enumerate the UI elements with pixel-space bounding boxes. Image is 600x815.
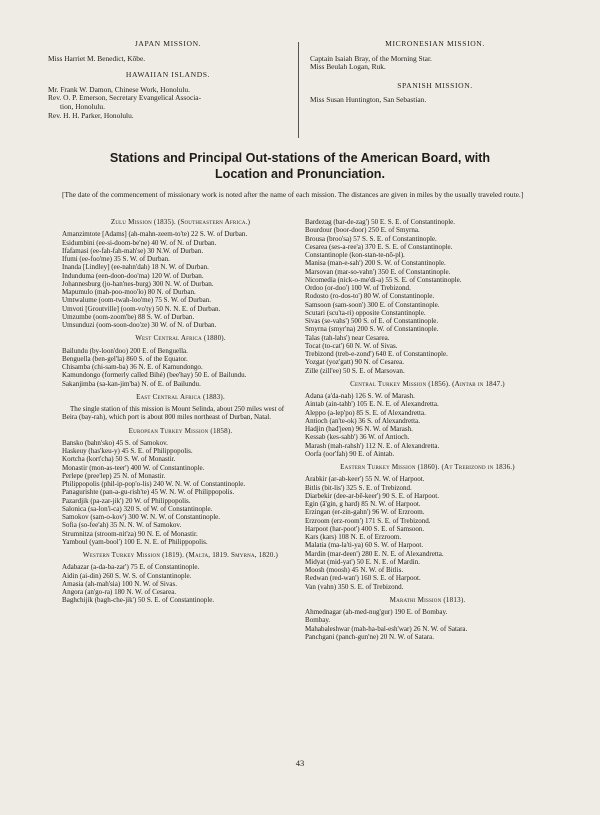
station-entry: Cesarea (ses-a-ree'a) 370 E. S. E. of Constantinople. bbox=[305, 242, 453, 251]
stations-left-column bbox=[62, 218, 299, 605]
station-entry: Rodosto (ro-dos-to') 80 W. of Constantinople. bbox=[305, 292, 435, 301]
station-entry: Sakanjimba (sa-kan-jim'ba) N. of E. of Bailundu. bbox=[62, 379, 201, 388]
title-line-1: Stations and Principal Out-stations of the American Board, with bbox=[109, 151, 491, 165]
station-entry: Marsovan (mar-so-vahn') 350 E. of Constantinople. bbox=[305, 267, 451, 276]
station-entry: Sofia (so-fee'ah) 35 N. N. W. of Samokov. bbox=[62, 521, 182, 530]
station-entry: Bailundu (by-loon'doo) 200 E. of Benguella. bbox=[62, 346, 188, 355]
page-title bbox=[40, 150, 560, 182]
appointee-line: tion, Honolulu. bbox=[60, 101, 105, 111]
mission-section-heading: East Central Africa (1883). bbox=[136, 392, 225, 401]
station-entry: Redwan (red-wan') 160 S. E. of Harpoot. bbox=[305, 574, 421, 583]
station-entry: Benguella (ben-gel'la) 860 S. of the Equator. bbox=[62, 354, 188, 363]
stations-right-column bbox=[305, 218, 550, 641]
station-entry: Scutari (scu'ta-ri) opposite Constantinople. bbox=[305, 308, 426, 317]
station-entry: Kortcha (kort'cha) 50 S. W. of Monastir. bbox=[62, 455, 176, 464]
station-entry: Amasia (ah-mah'sia) 100 N. W. of Sivas. bbox=[62, 579, 177, 588]
mission-section-heading: Marathi Mission (1813). bbox=[389, 595, 466, 604]
station-entry: Brousa (broo'sa) 57 S. S. E. of Constantinople. bbox=[305, 234, 437, 243]
station-entry: Tocat (to-cat') 60 N. W. of Sivas. bbox=[305, 341, 398, 350]
station-entry: Adabazar (a-da-ba-zar') 75 E. of Constantinople. bbox=[62, 563, 200, 572]
station-entry: Ordoo (or-doo') 100 W. of Trebizond. bbox=[305, 284, 411, 292]
station-entry: Umtwalume (oom-twah-loo'me) 75 S. W. of Durban. bbox=[62, 296, 212, 305]
station-entry: Bansko (bahn'sko) 45 S. of Samokov. bbox=[62, 438, 168, 447]
station-entry: Bombay. bbox=[305, 616, 331, 625]
column-divider bbox=[298, 42, 299, 138]
station-entry: Kessab (kes-sahb') 36 W. of Antioch. bbox=[305, 433, 410, 442]
station-entry: Umvoti [Groutville] (oom-vo'ty) 50 N. N. E. of Durban. bbox=[62, 304, 221, 313]
station-entry: Manisa (man-e-sah') 200 S. W. of Constantinople. bbox=[305, 259, 446, 268]
station-entry: Mardin (mar-deen') 280 E. N. E. of Alexandretta. bbox=[305, 549, 444, 558]
station-entry: Bitlis (bit-lis') 325 S. E. of Trebizond. bbox=[305, 483, 412, 492]
station-entry: Chisamba (chi-sam-ba) 36 N. E. of Kamundongo. bbox=[62, 363, 203, 371]
station-entry: Johannesburg (jo-han'nes-burg) 300 N. W. of Durban. bbox=[62, 279, 214, 288]
station-entry: Malatia (ma-la'ti-ya) 60 S. W. of Harpoot. bbox=[305, 541, 424, 550]
station-entry: Amanzimtote [Adams] (ah-mahn-zeem-to'te) 22 S. W. of Durban. bbox=[62, 230, 248, 239]
station-entry: Talas (tah-lahs') near Cesarea. bbox=[305, 333, 390, 342]
station-entry: Samokov (sam-o-kov') 300 W. N. W. of Constantinople. bbox=[62, 513, 221, 521]
station-entry: Umzumbe (oom-zoom'be) 88 S. W. of Durban. bbox=[62, 312, 195, 321]
station-entry: Marash (mah-rahsh') 112 N. E. of Alexandretta. bbox=[305, 441, 440, 450]
station-entry: Oorfa (oor'fah) 90 E. of Aintab. bbox=[305, 449, 395, 458]
station-entry: Haskeuy (has'keu-y) 45 S. E. of Philippopolis. bbox=[62, 447, 193, 455]
mission-section-heading: Zulu Mission (1835). (Southeastern Africa.) bbox=[110, 218, 251, 226]
mission-heading: MICRONESIAN MISSION. bbox=[385, 39, 485, 48]
appointee-line: Rev. H. H. Parker, Honolulu. bbox=[48, 110, 134, 120]
station-entry: Monastir (mon-as-teer') 400 W. of Constantinople. bbox=[62, 463, 205, 472]
station-entry: Ahmednagar (ah-med-nug'gur) 190 E. of Bombay. bbox=[305, 608, 448, 616]
station-entry: Kars (kars) 108 N. E. of Erzroom. bbox=[305, 533, 402, 541]
station-entry: Moosh (moosh) 45 N. W. of Bitlis. bbox=[305, 566, 404, 574]
station-entry: Angora (an'go-ra) 180 N. W. of Cesarea. bbox=[62, 588, 177, 596]
station-entry: Perlepe (pree'lep) 25 N. of Monastir. bbox=[62, 471, 166, 480]
station-entry: Ifafamasi (ee-fah-fah-mah'se) 30 N.W. of Durban. bbox=[62, 246, 204, 255]
station-entry: Yamboul (yam-bool') 100 E. N. E. of Philippopolis. bbox=[62, 537, 208, 546]
station-entry: Bourdour (boor-door) 250 E. of Smyrna. bbox=[305, 226, 420, 235]
station-entry: Panchgani (panch-gun'ne) 20 N. W. of Satara. bbox=[305, 632, 435, 641]
mission-heading: SPANISH MISSION. bbox=[397, 80, 473, 90]
page-number: 43 bbox=[295, 758, 305, 768]
station-entry: Yozgat (yoz'gatt) 90 N. of Cesarea. bbox=[305, 358, 404, 367]
station-entry: Harpoot (har-poot') 400 S. E. of Samsoon. bbox=[305, 524, 425, 533]
station-entry: Trebizond (treb-e-zond') 640 E. of Constantinople. bbox=[305, 350, 448, 358]
station-entry: Erzingan (er-zin-gahn') 96 W. of Erzroom. bbox=[305, 508, 425, 517]
station-entry: Mapumulo (mah-poo-moo'lo) 80 N. of Durban. bbox=[62, 288, 196, 296]
station-entry: Salonica (sa-lon'i-ca) 320 S. of W. of Constantinople. bbox=[62, 504, 213, 513]
station-entry: Zille (zill'ee) 50 S. E. of Marsovan. bbox=[305, 366, 405, 375]
station-entry: Nicomedia (nick-o-me'di-a) 55 S. E. of Constantinople. bbox=[305, 275, 462, 284]
station-entry: Aleppo (a-lep'po) 85 S. E. of Alexandretta. bbox=[305, 408, 426, 417]
appointee-line: Miss Harriet M. Benedict, Kōbe. bbox=[48, 53, 146, 63]
station-entry: Bardezag (bar-de-zag') 50 E. S. E. of Constantinople. bbox=[305, 218, 456, 226]
station-entry: Indunduma (een-doon-doo'ma) 120 W. of Durban. bbox=[62, 271, 204, 280]
intro-note: [The date of the commencement of missionary work is noted after the name of each mission. The distances are given in miles by the usually traveled route.] bbox=[62, 190, 524, 199]
mission-section-heading: Eastern Turkey Mission (1860). (At Trebizond in 1836.) bbox=[340, 463, 515, 471]
station-entry: Umsunduzi (oom-soon-doo'ze) 30 W. of N. of Durban. bbox=[62, 321, 217, 329]
appointee-line: Captain Isaiah Bray, of the Morning Star. bbox=[310, 53, 432, 63]
mission-paragraph: The single station of this mission is Mount Selinda, about 250 miles west of Beira (bay-rah), which port is about 800 miles northeast of Durban, Natal. bbox=[62, 405, 285, 422]
station-entry: Arabkir (ar-ab-keer') 55 N. W. of Harpoot. bbox=[305, 475, 425, 484]
mission-heading: HAWAIIAN ISLANDS. bbox=[125, 70, 211, 80]
appointee-line: Rev. O. P. Emerson, Secretary Evangelical Associa- bbox=[48, 93, 202, 103]
station-entry: Panagurishte (pan-a-gu-rish'te) 45 W. N. W. of Philippopolis. bbox=[62, 488, 235, 497]
station-entry: Sivas (se-vahs') 500 S. of E. of Constantinople. bbox=[305, 317, 439, 325]
appointee-line: Miss Susan Huntington, San Sebastian. bbox=[310, 95, 427, 105]
appointee-line: Mr. Frank W. Damon, Chinese Work, Honolulu. bbox=[48, 84, 190, 94]
appointee-line: Miss Beulah Logan, Ruk. bbox=[310, 62, 386, 72]
station-entry: Kamundongo (formerly called Bihé) (bee'hay) 50 E. of Bailundu. bbox=[62, 371, 247, 380]
mission-section-heading: West Central Africa (1880). bbox=[135, 334, 226, 343]
title-line-2: Location and Pronunciation. bbox=[214, 167, 385, 181]
station-entry: Mahabaleshwar (mah-ha-bal-esh'war) 26 N. W. of Satara. bbox=[305, 624, 468, 633]
station-entry: Philippopolis (phil-ip-pop'o-lis) 240 W. N. W. of Constantinople. bbox=[62, 480, 246, 488]
station-entry: Inanda [Lindley] (ee-nahn'dah) 18 N. W. of Durban. bbox=[62, 263, 209, 272]
station-entry: Erzroom (erz-room') 171 S. E. of Trebizond. bbox=[305, 516, 431, 525]
mission-section-heading: Western Turkey Mission (1819). (Malta, 1819. Smyrna, 1820.) bbox=[82, 551, 279, 559]
station-entry: Esidumbini (ee-si-doom-be'ne) 40 W. of N. of Durban. bbox=[62, 238, 217, 247]
station-entry: Samsoon (sam-soon') 300 E. of Constantinople. bbox=[305, 300, 440, 309]
appointees-left-column bbox=[48, 40, 288, 120]
station-entry: Diarbekir (dee-ar-bē-keer') 90 S. E. of Harpoot. bbox=[305, 491, 439, 500]
appointees-section bbox=[48, 40, 556, 143]
station-entry: Strumnitza (stroom-nit'za) 90 N. E. of Monastir. bbox=[62, 529, 198, 538]
appointees-right-column bbox=[310, 40, 560, 105]
station-entry: Constantinople (kon-stan-te-nō-pl). bbox=[305, 251, 405, 259]
station-entry: Adana (a'da-nah) 126 S. W. of Marash. bbox=[305, 392, 415, 400]
station-entry: Hadjin (had'jeen) 96 N. W. of Marash. bbox=[305, 425, 413, 433]
station-entry: Pazardjik (pa-zar-jik') 20 W. of Philippopolis. bbox=[62, 496, 191, 505]
station-entry: Ifumi (ee-foo'me) 35 S. W. of Durban. bbox=[62, 255, 170, 263]
station-entry: Midyat (mid-yat') 50 E. N. E. of Mardin. bbox=[305, 557, 420, 566]
station-entry: Smyrna (smyr'na) 200 S. W. of Constantinople. bbox=[305, 325, 439, 334]
station-entry: Aintab (ain-tahb') 105 E. N. E. of Alexandretta. bbox=[305, 400, 439, 409]
mission-section-heading: European Turkey Mission (1858). bbox=[128, 426, 233, 435]
mission-heading: JAPAN MISSION. bbox=[134, 39, 202, 48]
station-entry: Antioch (an'te-ok) 36 S. of Alexandretta. bbox=[305, 416, 420, 425]
station-entry: Aidin (ai-din) 260 S. W. S. of Constantinople. bbox=[62, 571, 192, 580]
station-entry: Egin (ā'gin, g hard) 85 N. W. of Harpoot. bbox=[305, 500, 421, 508]
station-entry: Baghchijik (bagh-che-jik') 50 S. E. of Constantinople. bbox=[62, 596, 215, 605]
mission-section-heading: Central Turkey Mission (1856). (Aintab in 1847.) bbox=[350, 379, 505, 388]
station-entry: Van (vahn) 350 S. E. of Trebizond. bbox=[305, 582, 404, 591]
